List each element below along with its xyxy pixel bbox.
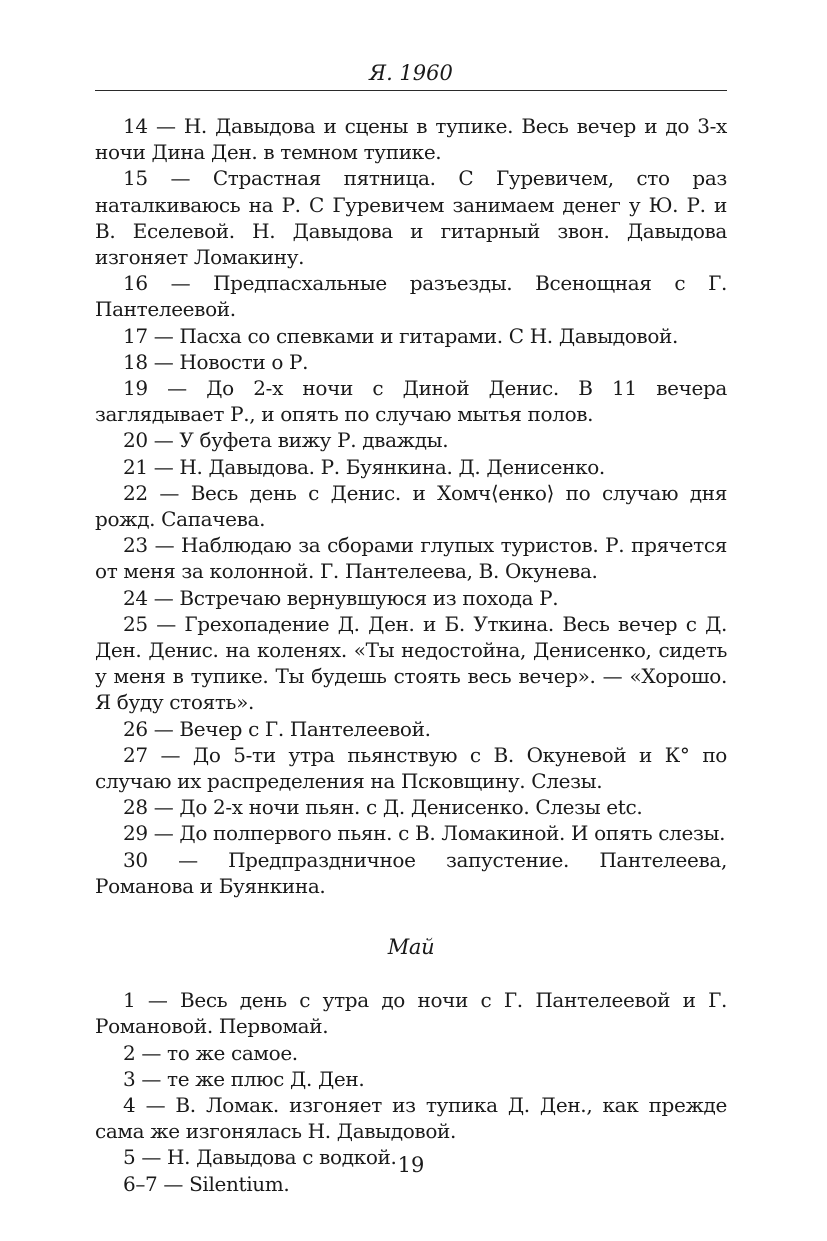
section-title-may: Май: [387, 935, 435, 960]
entry-april-28: 28 — До 2-х ночи пьян. с Д. Денисенко. Слезы etc.: [123, 795, 643, 820]
running-head: Я. 1960: [369, 61, 453, 85]
entry-april-25: 25 — Грехопадение Д. Ден. и Б. Уткина. Весь вечер с Д. Ден. Денис. на коленях. «Ты недостойна, Денисенко, сидеть у меня в тупике. Ты будешь стоять весь вечер». — «Хорошо. Я буду стоять».: [95, 611, 727, 715]
entry-april-20: 20 — У буфета вижу Р. дважды.: [123, 428, 449, 453]
diary-text: [95, 113, 727, 1197]
entry-april-17: 17 — Пасха со спевками и гитарами. С Н. Давыдовой.: [123, 323, 679, 348]
entry-may-4: 4 — В. Ломак. изгоняет из тупика Д. Ден., как прежде сама же изгонялась Н. Давыдовой.: [95, 1092, 727, 1144]
entry-april-19: 19 — До 2-х ночи с Диной Денис. В 11 вечера заглядывает Р., и опять по случаю мытья полов.: [95, 376, 727, 427]
entry-april-29: 29 — До полпервого пьян. с В. Ломакиной. И опять слезы.: [123, 821, 726, 846]
book-page: [95, 0, 727, 1241]
entry-may-6-7: 6–7 — Silentium.: [123, 1171, 290, 1196]
entry-april-14: 14 — Н. Давыдова и сцены в тупике. Весь вечер и до 3-х ночи Дина Ден. в темном тупике.: [95, 114, 727, 165]
entry-april-18: 18 — Новости о Р.: [123, 349, 309, 374]
header-rule: [95, 90, 727, 91]
entry-may-2: 2 — то же самое.: [123, 1040, 298, 1065]
entry-may-5: 5 — Н. Давыдова с водкой.: [123, 1145, 397, 1170]
entry-april-23: 23 — Наблюдаю за сборами глупых туристов. Р. прячется от меня за колонной. Г. Пантелеева, В. Окунева.: [95, 533, 727, 584]
entry-april-24: 24 — Встречаю вернувшуюся из похода Р.: [123, 585, 559, 610]
entry-may-1: 1 — Весь день с утра до ночи с Г. Пантелеевой и Г. Романовой. Первомай.: [95, 988, 727, 1039]
entry-april-21: 21 — Н. Давыдова. Р. Буянкина. Д. Денисенко.: [123, 454, 605, 479]
entry-april-16: 16 — Предпасхальные разъезды. Всенощная с Г. Пантелеевой.: [95, 271, 727, 322]
entry-april-30: 30 — Предпраздничное запустение. Пантелеева, Романова и Буянкина.: [95, 847, 727, 898]
entry-april-15: 15 — Страстная пятница. С Гуревичем, сто раз наталкиваюсь на Р. С Гуревичем занимаем денег у Ю. Р. и В. Еселевой. Н. Давыдова и гитарный звон. Давыдова изгоняет Ломакину.: [95, 166, 727, 270]
entry-april-22: 22 — Весь день с Денис. и Хомч⟨енко⟩ по случаю дня рожд. Сапачева.: [95, 480, 727, 532]
entry-may-3: 3 — те же плюс Д. Ден.: [123, 1066, 365, 1091]
entry-april-26: 26 — Вечер с Г. Пантелеевой.: [123, 716, 431, 741]
entry-april-27: 27 — До 5-ти утра пьянствую с В. Окуневой и К° по случаю их распределения на Псковщину. Слезы.: [95, 742, 727, 794]
page-number: 19: [397, 1153, 425, 1177]
